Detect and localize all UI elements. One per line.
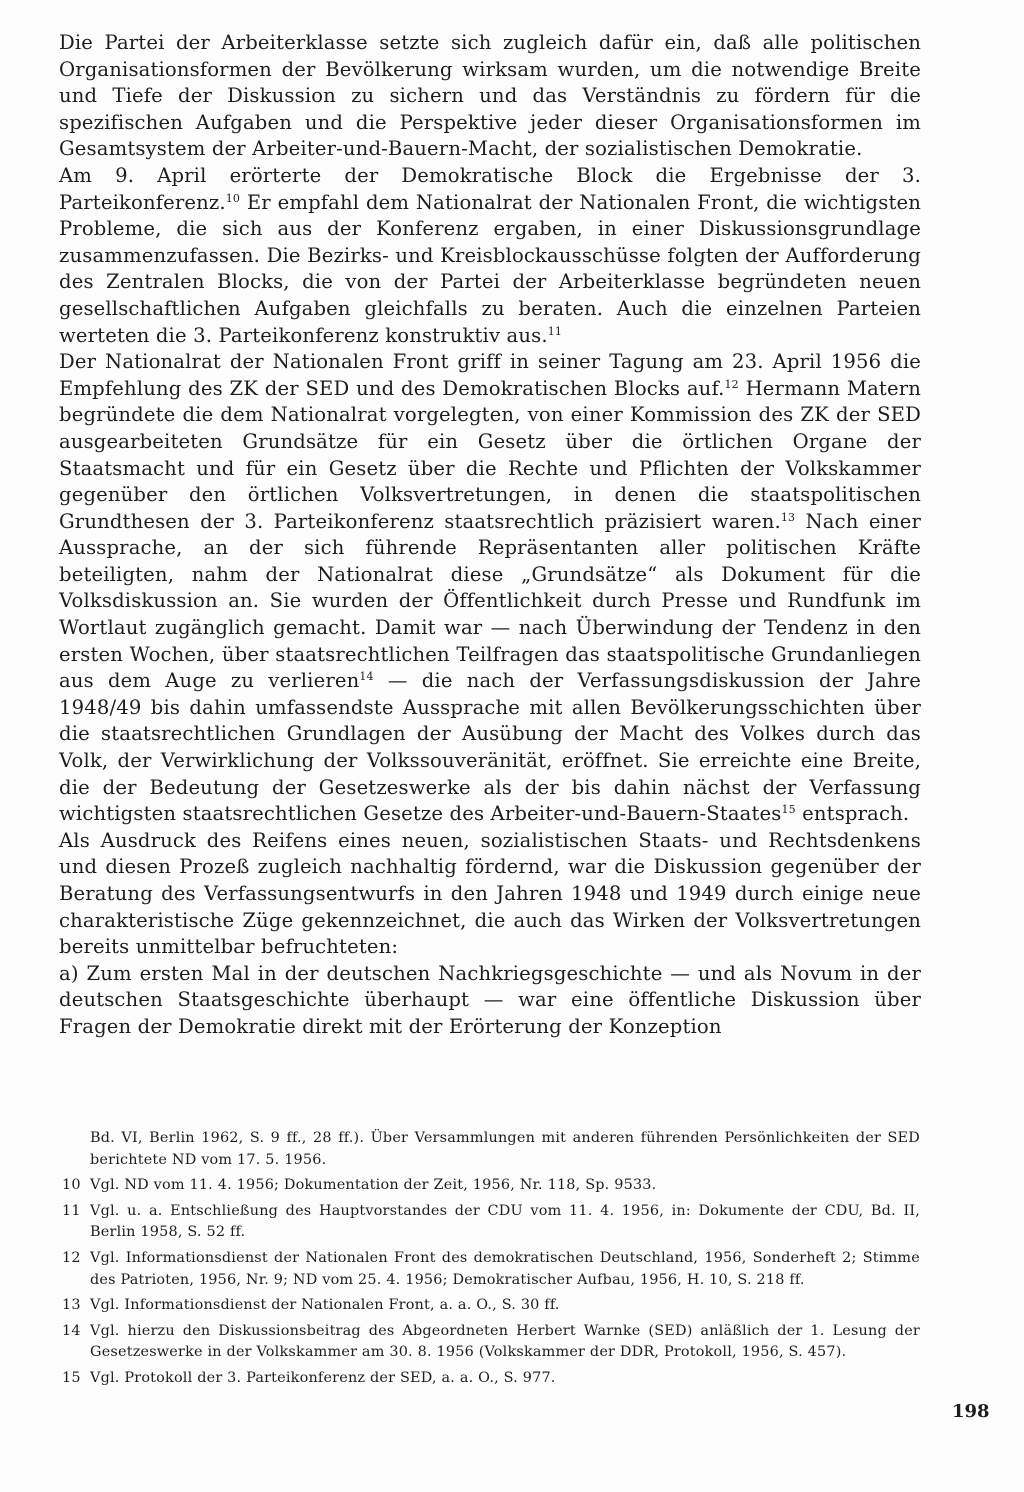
footnote-continuation: Bd. VI, Berlin 1962, S. 9 ff., 28 ff.). Über Versammlungen mit anderen führenden Persönlichkeiten der SED berichtete ND vom 17. 5. 1956. xyxy=(90,1130,920,1168)
page-number: 198 xyxy=(952,1401,990,1422)
footnote-number: 13 xyxy=(62,1297,81,1314)
footnote-ref-10[interactable]: 10 xyxy=(225,191,241,205)
footnote-text: Vgl. Protokoll der 3. Parteikonferenz der SED, a. a. O., S. 977. xyxy=(90,1369,556,1386)
footnote-number: 14 xyxy=(62,1322,81,1339)
footnote-ref-14[interactable]: 14 xyxy=(359,670,374,684)
footnote-number: 15 xyxy=(62,1369,81,1386)
paragraph-3 xyxy=(59,349,921,828)
footnote-ref-15[interactable]: 15 xyxy=(781,803,796,817)
footnote-number: 10 xyxy=(62,1177,81,1194)
footnote-13 xyxy=(62,1295,920,1317)
footnote-15 xyxy=(62,1368,920,1390)
paragraph-text: entsprach. xyxy=(795,802,910,826)
footnote-ref-11[interactable]: 11 xyxy=(547,324,563,338)
footnote-text: Vgl. hierzu den Diskussionsbeitrag des Abgeordneten Herbert Warnke (SED) anläßlich der 1. Lesung der Gesetzeswerke in der Volkskammer am 30. 8. 1956 (Volkskammer der DDR, Protokoll, 1956, S. 457). xyxy=(90,1322,920,1361)
paragraph-text: Er empfahl dem Nationalrat der Nationalen Front, die wichtigsten Probleme, die sich aus der Konferenz ergaben, in einer Diskussionsgrundlage zusammenzufassen. Die Bezirks- und Kreisblockausschüsse folgten der Aufforderung des Zentralen Blocks, die von der Partei der Arbeiterklasse begründeten neuen gesellschaftlichen Aufgaben gleichfalls zu beraten. Auch die einzelnen Parteien werteten die 3. Parteikonferenz konstruktiv aus. xyxy=(59,190,921,347)
footnote-text: Vgl. ND vom 11. 4. 1956; Dokumentation der Zeit, 1956, Nr. 118, Sp. 9533. xyxy=(90,1177,657,1194)
footnote-ref-12[interactable]: 12 xyxy=(724,377,739,391)
footnote-ref-13[interactable]: 13 xyxy=(780,510,796,524)
paragraph-4 xyxy=(59,828,921,961)
footnote-text: Vgl. u. a. Entschließung des Hauptvorstandes der CDU vom 11. 4. 1956, in: Dokumente der CDU, Bd. II, Berlin 1958, S. 52 ff. xyxy=(90,1202,920,1241)
paragraph-1 xyxy=(59,30,921,163)
footnotes xyxy=(62,1128,920,1394)
paragraph-2 xyxy=(59,163,921,349)
paragraph-text: Als Ausdruck des Reifens eines neuen, sozialistischen Staats- und Rechtsdenkens und diesen Prozeß zugleich nachhaltig fördernd, war die Diskussion gegenüber der Beratung des Verfassungsentwurfs in den Jahren 1948 und 1949 durch einige neue charakteristische Züge gekennzeichnet, die auch das Wirken der Volksvertretungen bereits unmittelbar befruchteten: xyxy=(59,828,921,959)
paragraph-text: a) Zum ersten Mal in der deutschen Nachkriegsgeschichte — und als Novum in der deutschen Staatsgeschichte überhaupt — war eine öffentliche Diskussion über Fragen der Demokratie direkt mit der Erörterung der Konzeption xyxy=(59,961,921,1038)
paragraph-5 xyxy=(59,961,921,1041)
footnote-text: Vgl. Informationsdienst der Nationalen Front des demokratischen Deutschland, 1956, Sonderheft 2; Stimme des Patrioten, 1956, Nr. 9; ND vom 25. 4. 1956; Demokratischer Aufbau, 1956, H. 10, S. 218 ff. xyxy=(90,1249,920,1288)
paragraph-text: Am 9. April erörterte der Demokratische Block die Ergebnisse der 3. Parteikonferenz. xyxy=(59,163,921,214)
paragraph-text: — die nach der Verfassungsdiskussion der Jahre 1948/49 bis dahin umfassendste Aussprache mit allen Bevölkerungsschichten über die staatsrechtlichen Grundlagen der Ausübung der Macht des Volkes durch das Volk, der Verwirklichung der Volkssouveränität, eröffnet. Sie erreichte eine Breite, die der Bedeutung der Gesetzeswerke als der bis dahin nächst der Verfassung wichtigsten staatsrechtlichen Gesetze des Arbeiter-und-Bauern-Staates xyxy=(59,669,922,826)
footnote-12 xyxy=(62,1248,920,1291)
body-text xyxy=(59,30,921,1041)
paragraph-text: Hermann Matern begründete die dem Nationalrat vorgelegten, von einer Kommission des ZK der SED ausgearbeiteten Grundsätze für ein Gesetz über die örtlichen Organe der Staatsmacht und für ein Gesetz über die Rechte und Pflichten der Volkskammer gegenüber den örtlichen Volksvertretungen, in denen die staatspolitischen Grundthesen der 3. Parteikonferenz staatsrechtlich präzisiert waren. xyxy=(59,376,921,533)
footnote-number: 11 xyxy=(62,1202,81,1219)
footnote-14 xyxy=(62,1321,920,1364)
footnote-11 xyxy=(62,1201,920,1244)
paragraph-text: Der Nationalrat der Nationalen Front griff in seiner Tagung am 23. April 1956 die Empfehlung des ZK der SED und des Demokratischen Blocks auf. xyxy=(59,350,921,400)
paragraph-text: Die Partei der Arbeiterklasse setzte sich zugleich dafür ein, daß alle politischen Organisationsformen der Bevölkerung wirksam wurden, um die notwendige Breite und Tiefe der Diskussion zu sichern und das Verständnis zu fördern für die spezifischen Aufgaben und die Perspektive jeder dieser Organisationsformen im Gesamtsystem der Arbeiter-und-Bauern-Macht, der sozialistischen Demokratie. xyxy=(59,31,921,161)
footnote-10 xyxy=(62,1175,920,1197)
footnote-text: Vgl. Informationsdienst der Nationalen Front, a. a. O., S. 30 ff. xyxy=(90,1297,560,1314)
footnote-number: 12 xyxy=(62,1249,81,1266)
paragraph-text: Nach einer Aussprache, an der sich führende Repräsentanten aller politischen Kräfte beteiligten, nahm der Nationalrat diese „Grundsätze“ als Dokument für die Volksdiskussion an. Sie wurden der Öffentlichkeit durch Presse und Rundfunk im Wortlaut zugänglich gemacht. Damit war — nach Überwindung der Tendenz in den ersten Wochen, über staatsrechtlichen Teilfragen das staatspolitische Grundanliegen aus dem Auge zu verlieren xyxy=(59,509,922,693)
